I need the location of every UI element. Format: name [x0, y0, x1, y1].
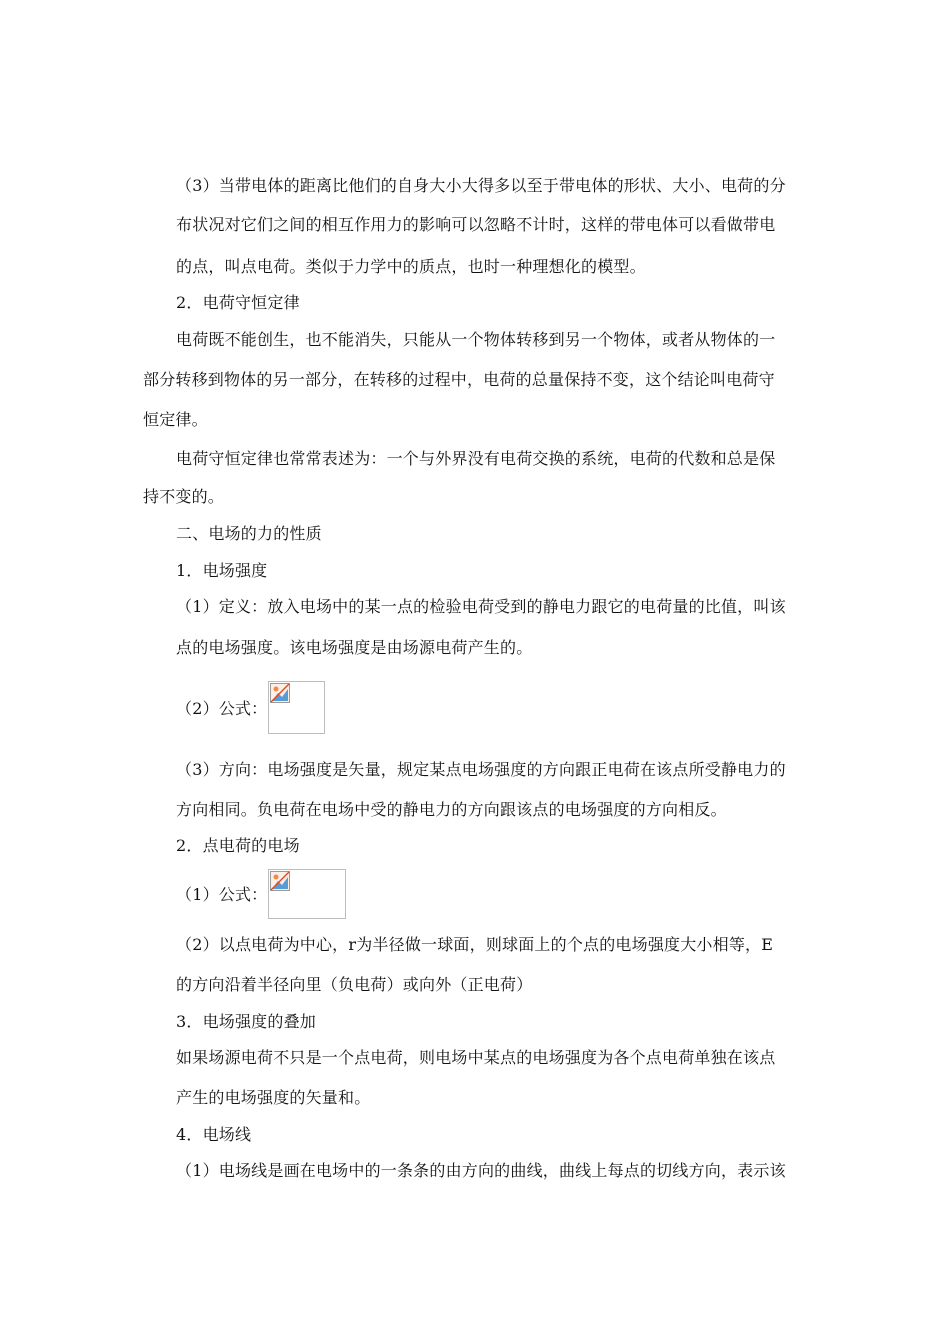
subsection-heading: 4．电场线	[176, 1125, 252, 1144]
formula-image	[268, 869, 346, 919]
broken-image-icon	[270, 683, 290, 703]
paragraph-line: 的方向沿着半径向里（负电荷）或向外（正电荷）	[176, 975, 533, 994]
subsection-heading: 1．电场强度	[176, 561, 268, 580]
paragraph-line: （1）电场线是画在电场中的一条条的由方向的曲线，曲线上每点的切线方向，表示该	[176, 1161, 786, 1180]
paragraph-line: （2）以点电荷为中心，r为半径做一球面，则球面上的个点的电场强度大小相等，E	[176, 935, 774, 954]
paragraph-line: 电荷既不能创生，也不能消失，只能从一个物体转移到另一个物体，或者从物体的一	[176, 330, 776, 349]
paragraph-line: 恒定律。	[143, 410, 208, 429]
formula-image	[268, 681, 325, 734]
paragraph-line: （3）当带电体的距离比他们的自身大小大得多以至于带电体的形状、大小、电荷的分	[176, 176, 786, 195]
paragraph-line: 如果场源电荷不只是一个点电荷，则电场中某点的电场强度为各个点电荷单独在该点	[176, 1048, 776, 1067]
paragraph-line: 电荷守恒定律也常常表述为：一个与外界没有电荷交换的系统，电荷的代数和总是保	[176, 449, 776, 468]
paragraph-line: 方向相同。负电荷在电场中受的静电力的方向跟该点的电场强度的方向相反。	[176, 800, 727, 819]
section-heading: 二、电场的力的性质	[176, 524, 322, 543]
subsection-heading: 2．点电荷的电场	[176, 836, 300, 855]
subsection-heading: 3．电场强度的叠加	[176, 1012, 316, 1031]
broken-image-icon	[270, 871, 290, 891]
paragraph-line: （3）方向：电场强度是矢量，规定某点电场强度的方向跟正电荷在该点所受静电力的	[176, 760, 786, 779]
paragraph-line: 部分转移到物体的另一部分，在转移的过程中，电荷的总量保持不变，这个结论叫电荷守	[143, 370, 775, 389]
paragraph-line: 点的电场强度。该电场强度是由场源电荷产生的。	[176, 638, 533, 657]
paragraph-line: （1）定义：放入电场中的某一点的检验电荷受到的静电力跟它的电荷量的比值，叫该	[176, 597, 786, 616]
formula-label: （2）公式：	[176, 699, 268, 718]
paragraph-line: 布状况对它们之间的相互作用力的影响可以忽略不计时，这样的带电体可以看做带电	[176, 215, 776, 234]
section-heading: 2．电荷守恒定律	[176, 293, 300, 312]
paragraph-line: 持不变的。	[143, 487, 225, 506]
formula-label: （1）公式：	[176, 885, 268, 904]
paragraph-line: 的点，叫点电荷。类似于力学中的质点，也时一种理想化的模型。	[176, 257, 646, 276]
paragraph-line: 产生的电场强度的矢量和。	[176, 1088, 371, 1107]
